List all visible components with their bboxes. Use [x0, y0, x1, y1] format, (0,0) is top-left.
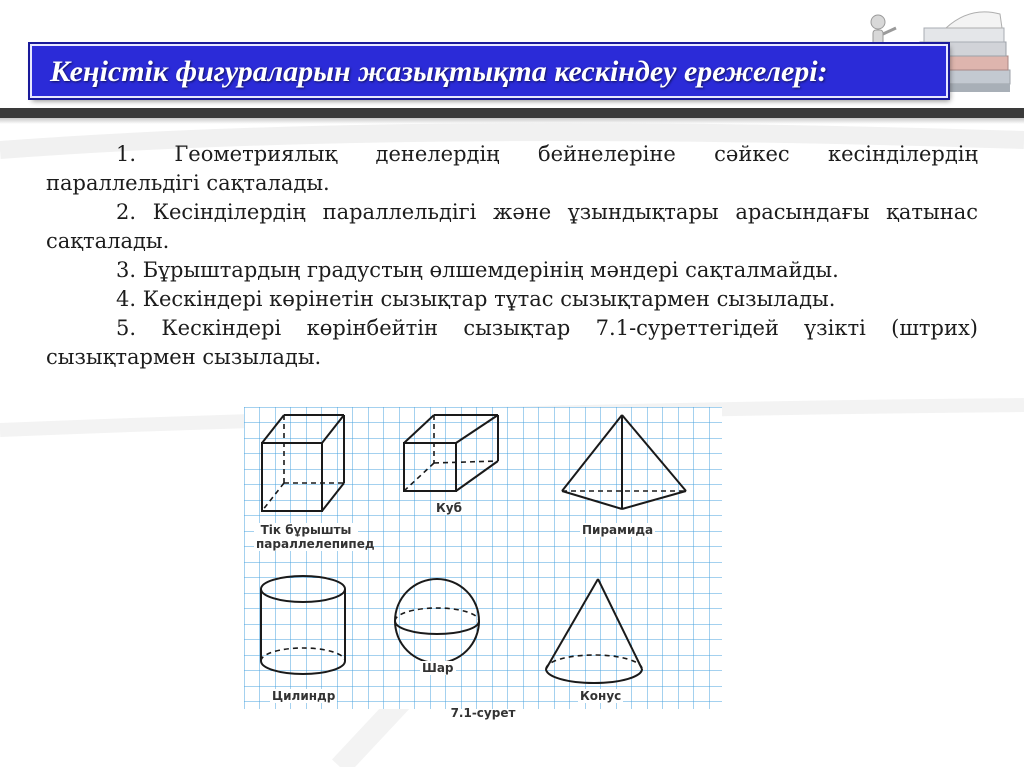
rule-item: 5. Кескіндері көрінбейтін сызықтар 7.1-суреттегідей үзікті (штрих) сызықтармен сызылады.: [46, 316, 978, 369]
title-banner: [30, 44, 948, 98]
cylinder-label: Цилиндр: [272, 689, 336, 703]
rule-item: 2. Кесінділердің параллельдігі және ұзындықтары арасындағы қатынас сақталады.: [46, 200, 978, 253]
header-divider-shadow: [0, 118, 1024, 124]
grid-background: [244, 407, 722, 709]
rule-item: 4. Кескіндері көрінетін сызықтар тұтас сызықтармен сызылады.: [116, 287, 836, 311]
parallelepiped-label: Тік бұрышты параллелепипед: [256, 523, 375, 551]
header-divider: [0, 108, 1024, 118]
slide-title: Кеңістік фигураларын жазықтықта кескіндеу ережелері:: [50, 55, 828, 88]
rules-list: [46, 140, 978, 372]
figure-drawing: [244, 407, 722, 709]
sphere-label: Шар: [422, 661, 454, 675]
cone-label: Конус: [580, 689, 622, 703]
figure-7-1: [244, 407, 722, 709]
figure-caption: 7.1-сурет: [450, 706, 516, 720]
cube-label: Куб: [436, 501, 463, 515]
rule-item: 3. Бұрыштардың градустың өлшемдерінің мәндері сақталмайды.: [116, 258, 839, 282]
rule-item: 1. Геометриялық денелердің бейнелеріне сәйкес кесінділердің параллельдігі сақталады.: [46, 142, 978, 195]
pyramid-label: Пирамида: [582, 523, 654, 537]
